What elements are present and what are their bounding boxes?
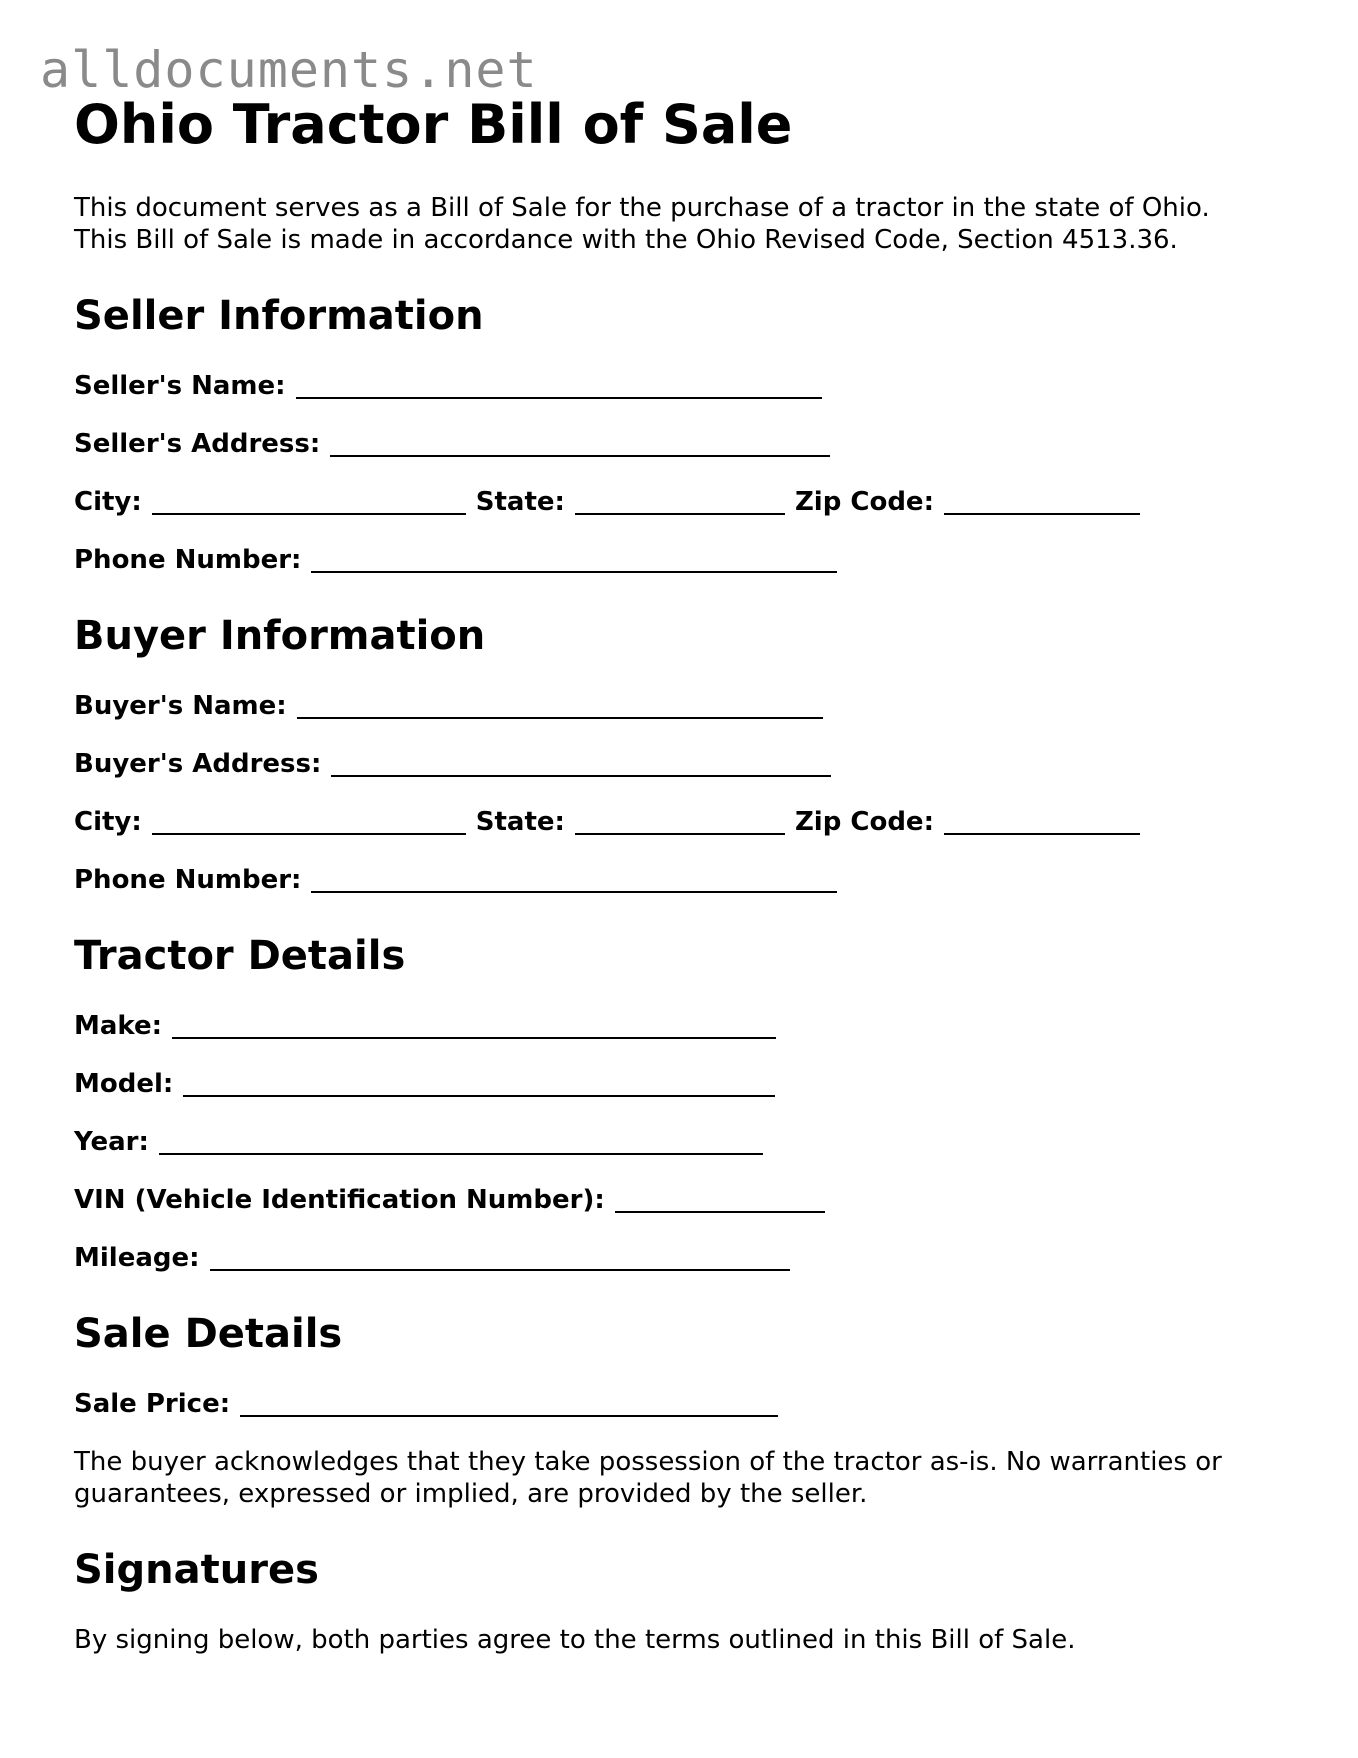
document-body [74,90,1294,1656]
sale-price-label: Sale Price: [74,1389,231,1419]
buyer-zip-label: Zip Code: [794,807,934,837]
seller-city-state-zip-row [74,486,1294,518]
buyer-name-row [74,690,1294,722]
buyer-section-heading: Buyer Information [74,613,486,659]
buyer-state-field[interactable] [575,807,785,835]
buyer-city-state-zip-row [74,806,1294,838]
buyer-address-field[interactable] [331,749,831,777]
seller-zip-field[interactable] [944,487,1140,515]
sale-price-row [74,1388,1294,1420]
seller-address-field[interactable] [330,429,830,457]
buyer-city-field[interactable] [152,807,466,835]
tractor-mileage-field[interactable] [210,1243,790,1271]
tractor-model-field[interactable] [183,1069,775,1097]
seller-address-label: Seller's Address: [74,429,321,459]
sale-price-field[interactable] [240,1389,778,1417]
tractor-vin-row [74,1184,1294,1216]
intro-line-2: This Bill of Sale is made in accordance with the Ohio Revised Code, Section 4513.36. [74,225,1178,255]
intro-paragraph [74,192,1294,256]
as-is-line-2: guarantees, expressed or implied, are provided by the seller. [74,1479,868,1509]
tractor-make-label: Make: [74,1011,163,1041]
buyer-address-label: Buyer's Address: [74,749,322,779]
seller-name-row [74,370,1294,402]
buyer-address-row [74,748,1294,780]
seller-section-heading: Seller Information [74,293,484,339]
buyer-name-label: Buyer's Name: [74,691,287,721]
tractor-model-row [74,1068,1294,1100]
tractor-year-row [74,1126,1294,1158]
as-is-line-1: The buyer acknowledges that they take possession of the tractor as-is. No warranties or [74,1447,1222,1477]
buyer-phone-row [74,864,1294,896]
seller-phone-field[interactable] [311,545,837,573]
watermark: alldocuments.net [40,41,538,99]
seller-phone-row [74,544,1294,576]
buyer-city-label: City: [74,807,142,837]
tractor-section-heading: Tractor Details [74,933,406,979]
buyer-phone-field[interactable] [311,865,837,893]
buyer-zip-field[interactable] [944,807,1140,835]
buyer-state-label: State: [475,807,565,837]
tractor-mileage-row [74,1242,1294,1274]
seller-state-field[interactable] [575,487,785,515]
tractor-make-row [74,1010,1294,1042]
seller-city-label: City: [74,487,142,517]
tractor-make-field[interactable] [172,1011,776,1039]
as-is-paragraph [74,1446,1294,1510]
tractor-model-label: Model: [74,1069,174,1099]
seller-address-row [74,428,1294,460]
tractor-vin-label: VIN (Vehicle Identification Number): [74,1185,605,1215]
tractor-vin-field[interactable] [615,1185,825,1213]
seller-state-label: State: [475,487,565,517]
signatures-section-heading: Signatures [74,1547,319,1593]
seller-city-field[interactable] [152,487,466,515]
tractor-year-field[interactable] [159,1127,763,1155]
signatures-paragraph [74,1624,1294,1656]
buyer-phone-label: Phone Number: [74,865,302,895]
document-title: Ohio Tractor Bill of Sale [74,93,793,156]
seller-phone-label: Phone Number: [74,545,302,575]
seller-name-field[interactable] [296,371,822,399]
intro-line-1: This document serves as a Bill of Sale for the purchase of a tractor in the state of Ohio. [74,193,1210,223]
seller-zip-label: Zip Code: [794,487,934,517]
signatures-text: By signing below, both parties agree to the terms outlined in this Bill of Sale. [74,1625,1076,1655]
seller-name-label: Seller's Name: [74,371,286,401]
tractor-mileage-label: Mileage: [74,1243,200,1273]
tractor-year-label: Year: [74,1127,149,1157]
sale-section-heading: Sale Details [74,1311,343,1357]
buyer-name-field[interactable] [297,691,823,719]
